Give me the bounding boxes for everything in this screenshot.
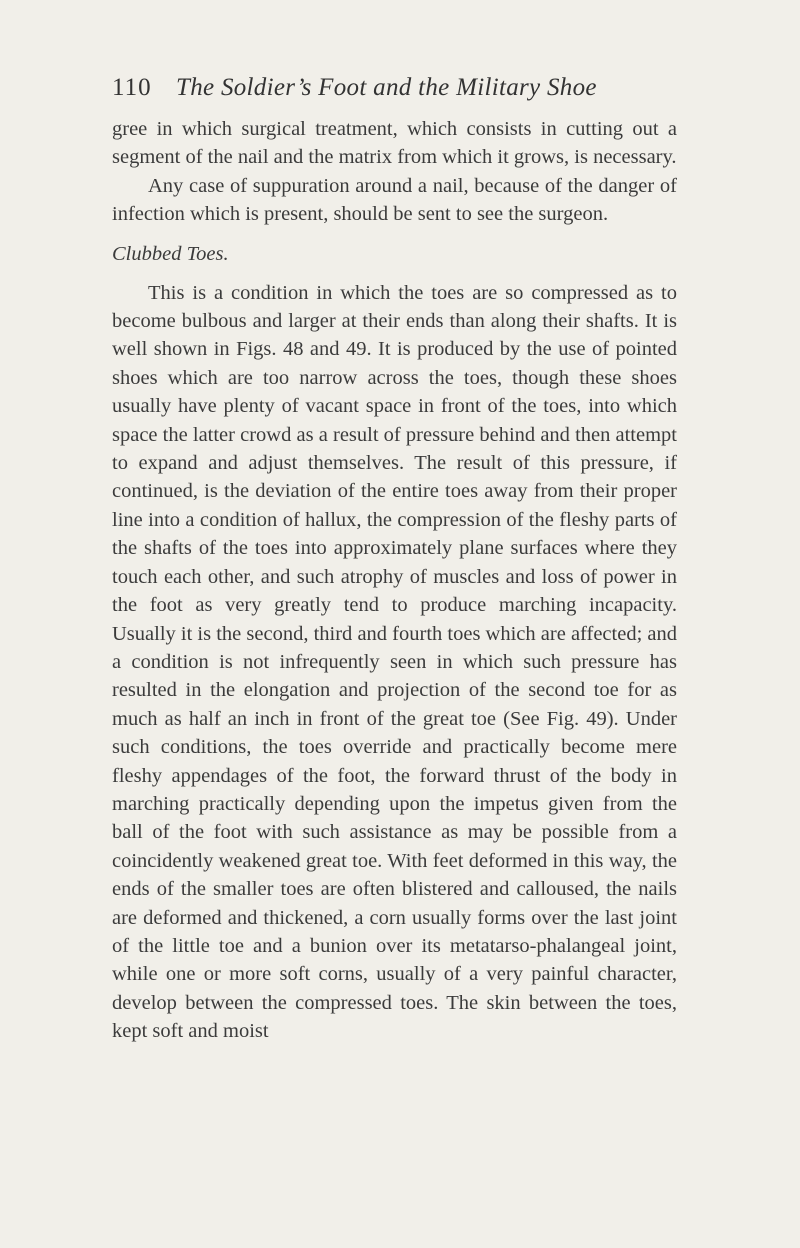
paragraph-continued: gree in which surgical treatment, which consists in cutting out a segment of the nail and the matrix from which it grows, is necessary. bbox=[112, 118, 677, 169]
body-text bbox=[112, 115, 677, 1046]
paragraph-suppuration: Any case of suppuration around a nail, because of the danger of infection which is present, should be sent to see the surgeon. bbox=[112, 174, 677, 226]
running-head bbox=[112, 70, 672, 106]
page-number: 110 bbox=[112, 74, 152, 101]
section-heading: Clubbed Toes. bbox=[112, 242, 229, 265]
running-title: The Soldier’s Foot and the Military Shoe bbox=[176, 74, 597, 101]
paragraph-clubbed-toes: This is a condition in which the toes are so compressed as to become bulbous and larger at their ends than along their shafts. It is well shown in Figs. 48 and 49. It is produced by the use of pointed shoes which are too narrow across the toes, though these shoes usually have plenty of vacant space in front of the toes, into which space the latter crowd as a result of pressure behind and then attempt to expand and adjust themselves. The result of this pressure, if continued, is the deviation of the entire toes away from their proper line into a condition of hallux, the compression of the fleshy parts of the shafts of the toes into approximately plane surfaces where they touch each other, and such atrophy of muscles and loss of power in the foot as very greatly tend to produce marching incapacity. Usually it is the second, third and fourth toes which are affected; and a condition is not infrequently seen in which such pressure has resulted in the elongation and projection of the second toe for as much as half an inch in front of the great toe (See Fig. 49). Under such conditions, the toes override and practically become mere fleshy appendages of the foot, the forward thrust of the body in marching practically depending upon the impetus given from the ball of the foot with such assistance as may be possible from a coincidently weakened great toe. With feet deformed in this way, the ends of the smaller toes are often blistered and calloused, the nails are deformed and thickened, a corn usually forms over the last joint of the little toe and a bunion over its metatarso-phalangeal joint, while one or more soft corns, usually of a very painful character, develop between the compressed toes. The skin between the toes, kept soft and moist bbox=[112, 281, 677, 1043]
